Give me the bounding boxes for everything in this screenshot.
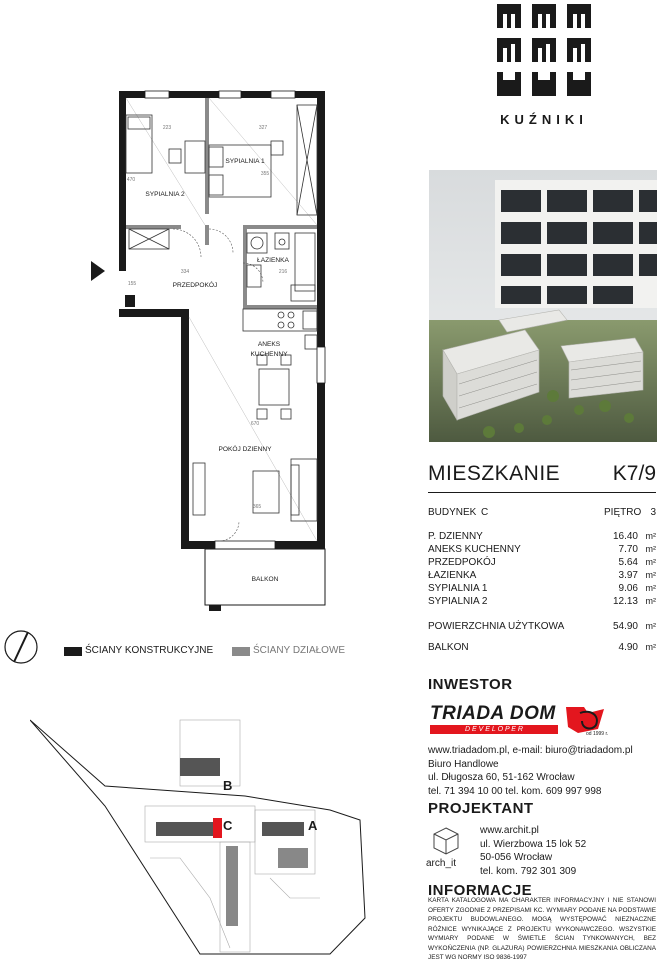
- triada-logo-sub: D E V E L O P E R: [430, 725, 558, 734]
- legend-structural-swatch: [64, 647, 82, 656]
- designer-web: www.archit.pl: [480, 825, 539, 836]
- info-heading: INFORMACJE: [428, 882, 533, 899]
- room-unit: m²: [645, 570, 656, 580]
- archit-logo-name: arch_it: [426, 858, 457, 869]
- room-aneks-line2: KUCHENNY: [250, 351, 288, 358]
- building-row: [428, 506, 656, 519]
- dim-label: 470: [126, 177, 136, 183]
- balcony-label: BALKON: [428, 642, 469, 653]
- room-area: 9.06: [618, 583, 638, 594]
- designer-city: 50-056 Wrocław: [480, 852, 553, 863]
- investor-contact: [428, 744, 633, 798]
- floor-value: 3: [650, 507, 656, 518]
- room-pokoj-dzienny: POKÓJ DZIENNY: [218, 446, 272, 453]
- site-building-c: C: [223, 818, 233, 833]
- triada-logo: [428, 703, 656, 739]
- room-row: [428, 530, 656, 543]
- building-rendering: [429, 170, 657, 442]
- designer-phone: tel. kom. 792 301 309: [480, 865, 577, 877]
- site-building-b: B: [223, 778, 233, 793]
- room-aneks-line1: ANEKS: [257, 341, 281, 348]
- room-area: 12.13: [612, 596, 638, 607]
- room-unit: m²: [645, 596, 656, 606]
- legend-structural-label: ŚCIANY KONSTRUKCYJNE: [85, 645, 214, 656]
- building-label: BUDYNEK: [428, 507, 477, 518]
- usable-area-row: [428, 620, 656, 633]
- compass-icon: [2, 628, 40, 666]
- triada-logo-est: od 1999 r.: [586, 731, 609, 737]
- room-row: [428, 543, 656, 556]
- site-building-a: A: [308, 818, 318, 833]
- room-row: [428, 582, 656, 595]
- title-divider: [428, 492, 656, 493]
- usable-area-value: 54.90: [612, 621, 638, 632]
- investor-office: Biuro Handlowe: [428, 758, 499, 770]
- dim-label: 334: [180, 269, 190, 275]
- room-balkon: BALKON: [251, 576, 279, 583]
- info-text: KARTA KATALOGOWA MA CHARAKTER INFORMACYJNY I NIE STANOWI OFERTY ZGODNIE Z PRZEPISAMI KC. WYMIARY PODANE NA PODSTAWIE PROJEKTU BUDOWLANEGO. MOGĄ WYSTĘPOWAĆ NIEZNACZNE RÓŻNICE WYNIKAJĄCE Z PROJEKTU WYKONAWCZEGO. WSZYSTKIE WYMIARY PODANE W ŚWIETLE ŚCIAN TYNKOWANYCH, BEZ WYKOŃCZENIA (NP. GLAZURA) POWIERZCHNIA MIESZKANIA OBLICZANA JEST WG NORMY ISO 9836-1997: [428, 897, 656, 961]
- room-sypialnia-1: SYPIALNIA 1: [225, 158, 265, 165]
- room-name: SYPIALNIA 2: [428, 596, 488, 607]
- brand-name: KUŹNIKI: [500, 112, 588, 127]
- balcony-value: 4.90: [618, 642, 638, 653]
- room-lazienka: ŁAZIENKA: [257, 257, 289, 264]
- triada-logo-text: TRIADA DOM: [430, 703, 556, 724]
- room-name: PRZEDPOKÓJ: [428, 557, 496, 568]
- designer-contact: [480, 824, 586, 878]
- room-area: 7.70: [618, 544, 638, 555]
- room-row: [428, 569, 656, 582]
- site-plan: [30, 718, 390, 958]
- room-row: [428, 595, 656, 608]
- room-name: SYPIALNIA 1: [428, 583, 488, 594]
- designer-heading: PROJEKTANT: [428, 800, 534, 817]
- legend-partition-label: ŚCIANY DZIAŁOWE: [253, 645, 346, 656]
- balcony-unit: m²: [645, 642, 656, 652]
- investor-phone: tel. 71 394 10 00 tel. kom. 609 997 998: [428, 785, 602, 797]
- room-area: 5.64: [618, 557, 638, 568]
- building-value: C: [481, 507, 489, 518]
- room-area: 3.97: [618, 570, 638, 581]
- usable-area-label: POWIERZCHNIA UŻYTKOWA: [428, 621, 565, 632]
- apartment-location-marker: [213, 818, 222, 838]
- dim-label: 327: [258, 125, 268, 131]
- investor-heading: INWESTOR: [428, 676, 513, 693]
- dim-label: 216: [278, 269, 288, 275]
- dim-label: 223: [162, 125, 172, 131]
- dim-label: 355: [260, 171, 270, 177]
- room-name: ŁAZIENKA: [428, 570, 477, 581]
- dim-label: 155: [127, 281, 137, 287]
- room-area: 16.40: [612, 531, 638, 542]
- investor-address: ul. Długosza 60, 51-162 Wrocław: [428, 772, 575, 783]
- floor-plan: [85, 85, 345, 615]
- designer-address: ul. Wierzbowa 15 lok 52: [480, 838, 587, 850]
- apartment-code: K7/9: [612, 462, 656, 485]
- balcony-row: [428, 641, 656, 654]
- usable-area-unit: m²: [645, 621, 656, 631]
- room-name: ANEKS KUCHENNY: [428, 544, 521, 555]
- room-row: [428, 556, 656, 569]
- room-unit: m²: [645, 583, 656, 593]
- apartment-title: MIESZKANIE: [428, 462, 561, 485]
- room-sypialnia-2: SYPIALNIA 2: [145, 191, 185, 198]
- archit-cube-icon: [432, 826, 460, 856]
- legend-partition-swatch: [232, 647, 250, 656]
- floor-label: PIĘTRO: [604, 507, 642, 518]
- investor-web-email: www.triadadom.pl, e-mail: biuro@triadadom.pl: [428, 745, 633, 756]
- room-przedpokoj: PRZEDPOKÓJ: [172, 282, 218, 289]
- dim-label: 670: [250, 421, 260, 427]
- dim-label: 365: [252, 504, 262, 510]
- room-unit: m²: [645, 531, 656, 541]
- room-name: P. DZIENNY: [428, 531, 483, 542]
- room-unit: m²: [645, 544, 656, 554]
- kuzniki-logo-mark: [497, 4, 591, 96]
- room-unit: m²: [645, 557, 656, 567]
